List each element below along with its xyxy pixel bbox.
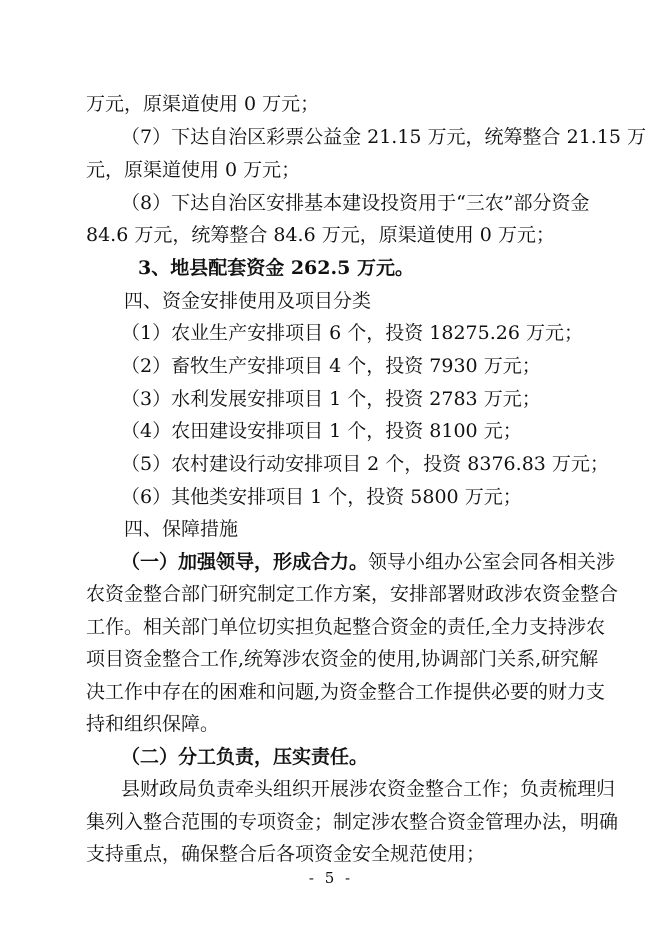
text-line: 县财政局负责牵头组织开展涉农资金整合工作；负责梳理归: [121, 778, 616, 800]
list-item: （3）水利发展安排项目 1 个，投资 2783 万元；: [121, 388, 541, 410]
page-number: - 5 -: [308, 869, 354, 887]
text-line: 决工作中存在的困难和问题,为资金整合工作提供必要的财力支: [86, 681, 606, 703]
paragraph-text: 领导小组办公室会同各相关涉: [368, 551, 616, 573]
text-line: 支持重点，确保整合后各项资金安全规范使用；: [86, 843, 486, 865]
list-item: （5）农村建设行动安排项目 2 个，投资 8376.83 万元；: [121, 453, 609, 475]
text-line: 集列入整合范围的专项资金；制定涉农整合资金管理办法，明确: [86, 811, 619, 833]
text-line: 元，原渠道使用 0 万元；: [86, 159, 301, 181]
list-item: （4）农田建设安排项目 1 个，投资 8100 元；: [121, 420, 522, 442]
section-heading-safeguards: 四、保障措施: [124, 518, 239, 540]
section-heading-project-classification: 四、资金安排使用及项目分类: [124, 290, 372, 312]
list-item: （1）农业生产安排项目 6 个，投资 18275.26 万元；: [121, 322, 583, 344]
text-line: 工作。相关部门单位切实担负起整合资金的责任,全力支持涉农: [86, 616, 606, 638]
text-line: 84.6 万元，统筹整合 84.6 万元，原渠道使用 0 万元；: [86, 224, 555, 246]
text-line: 项目资金整合工作,统筹涉农资金的使用,协调部门关系,研究解: [86, 648, 599, 670]
list-item: （2）畜牧生产安排项目 4 个，投资 7930 万元；: [121, 355, 541, 377]
list-item: （6）其他类安排项目 1 个，投资 5800 万元；: [121, 486, 522, 508]
text-line: 农资金整合部门研究制定工作方案，安排部署财政涉农资金整合: [86, 583, 619, 605]
subheading-strengthen-leadership: （一）加强领导，形成合力。: [121, 551, 369, 573]
text-line: 万元，原渠道使用 0 万元；: [86, 93, 320, 115]
text-line: 持和组织保障。: [86, 713, 220, 735]
text-line: （8）下达自治区安排基本建设投资用于“三农”部分资金: [121, 192, 590, 214]
paragraph-first-line: [121, 550, 616, 574]
subheading-division-of-responsibility: （二）分工负责，压实责任。: [121, 746, 369, 768]
subheading-local-funds: 3、地县配套资金 262.5 万元。: [138, 257, 414, 279]
text-line: （7）下达自治区彩票公益金 21.15 万元，统筹整合 21.15 万: [121, 126, 647, 148]
